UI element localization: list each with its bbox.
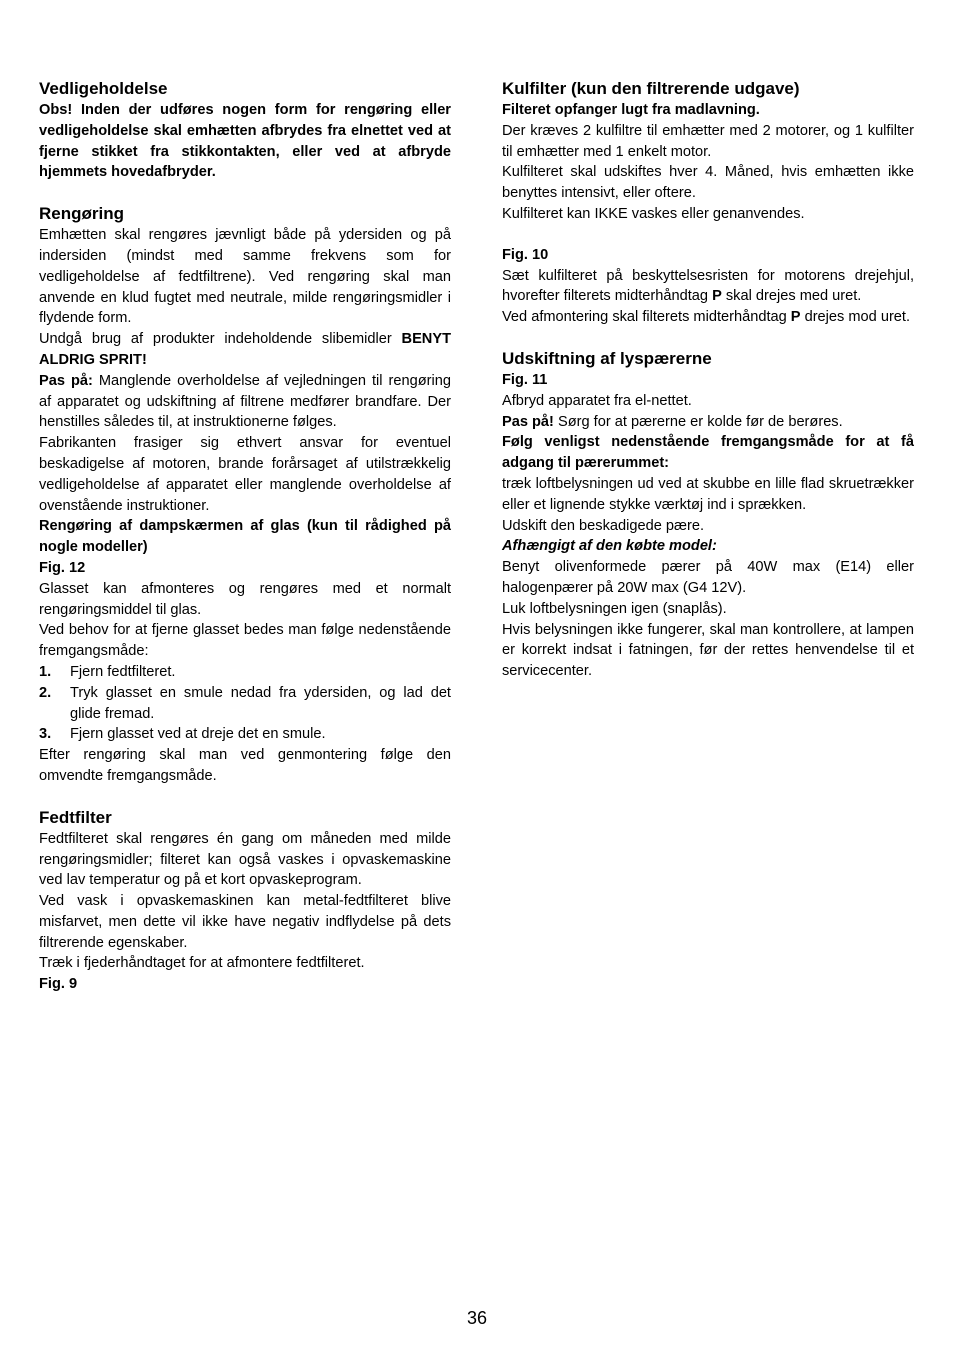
bulb-caution-paragraph [502,412,914,433]
no-alcohol-warning: BENYT ALDRIG SPRIT! [39,331,451,368]
grease-filter-paragraph-1: Fedtfilteret skal rengøres én gang om måneden med milde rengøringsmidler; filteret kan også vaskes i opvaskemaskine ved lav temperatur og på et kort opvaskeprogram. [39,830,451,889]
grease-filter-paragraph-2: Ved vask i opvaskemaskinen kan metal-fedtfilteret blive misfarvet, men dette vil ikke have negativ indflydelse på dets filtrerende egenskaber. [39,893,451,951]
step-text: Fjern fedtfilteret. [70,663,176,680]
removal-text-end: drejes mod uret. [800,309,911,326]
maintenance-warning: Obs! Inden der udføres nogen form for rengøring eller vedligeholdelse skal emhætten afbrydes fra elnettet ved at fjerne stikket fra stikkontakten, eller ved at afbryde hjemmets hovedafbryder. [39,102,451,181]
removal-text: Ved afmontering skal filterets midterhåndtag [502,309,791,326]
caution-label: Pas på: [39,372,93,389]
right-column [502,78,914,682]
step-item [39,724,451,745]
charcoal-paragraph-1: Der kræves 2 kulfiltre til emhætter med 2 motorer, og 1 kulfilter til emhætter med 1 enkelt motor. [502,122,914,160]
model-dependent-label: Afhængigt af den købte model: [502,538,717,555]
glass-removal-steps [39,662,451,745]
left-column [39,78,451,995]
grease-filter-paragraph-3: Træk i fjederhåndtaget for at afmontere fedtfilteret. [39,955,365,972]
step-number: 2. [39,684,52,701]
page-number: 36 [466,1308,488,1328]
vedligeholdelse-heading: Vedligeholdelse [39,79,168,98]
install-text-end: skal drejes med uret. [721,288,862,305]
cleaning-caution-paragraph [39,371,451,433]
rengoring-heading: Rengøring [39,204,124,224]
install-text: Sæt kulfilteret på beskyttelsesristen for motorens drejehjul, hvorefter filterets midterhåndtag [502,267,914,305]
charcoal-install-paragraph [502,266,914,308]
step-item [39,683,451,725]
glass-screen-heading: Rengøring af dampskærmen af glas (kun til rådighed på nogle modeller) [39,518,451,556]
bulb-paragraph-7: Benyt olivenformede pærer på 40W max (E14) eller halogenpærer på 20W max (G4 12V). [502,559,914,596]
fig-9-label: Fig. 9 [39,976,78,993]
fedtfilter-heading: Fedtfilter [39,807,112,827]
charcoal-removal-paragraph [502,307,914,328]
glass-paragraph-2: Ved behov for at fjerne glasset bedes man følge nedenstående fremgangsmåde: [39,622,451,660]
fig-11-label: Fig. 11 [502,371,548,388]
kulfilter-subheading: Filteret opfanger lugt fra madlavning. [502,102,760,118]
bulb-paragraph-1: Afbryd apparatet fra el-nettet. [502,392,692,409]
bulb-procedure-heading: Følg venligst nedenstående fremgangsmåde for at få adgang til pærerummet: [502,434,914,472]
reassembly-paragraph: Efter rengøring skal man ved genmontering følge den omvendte fremgangsmåde. [39,747,451,784]
cleaning-abrasives-text: Undgå brug af produkter indeholdende slibemidler [39,331,402,348]
charcoal-paragraph-3: Kulfilteret kan IKKE vaskes eller genanvendes. [502,205,805,222]
fig-12-label: Fig. 12 [39,559,86,576]
step-number: 3. [39,726,52,743]
handle-p-label: P [712,288,722,305]
charcoal-paragraph-2: Kulfilteret skal udskiftes hver 4. Måned, hvis emhætten ikke benyttes intensivt, eller oftere. [502,164,914,202]
bulb-paragraph-9: Hvis belysningen ikke fungerer, skal man kontrollere, at lampen er korrekt indsat i fatningen, før der rettes henvendelse til et servicecenter. [502,621,914,680]
bulb-caution-text: Sørg for at pærerne er kolde før de berøres. [553,413,843,430]
liability-paragraph: Fabrikanten frasiger sig ethvert ansvar for eventuel beskadigelse af motoren, brande forårsaget af utilstrækkelig vedligeholdelse af apparatet eller manglende overholdelse af ovenstående instruktioner. [39,435,451,514]
kulfilter-heading: Kulfilter (kun den filtrerende udgave) [502,79,800,98]
bulb-paragraph-4: træk loftbelysningen ud ved at skubbe en lille flad skruetrækker eller et lignende stykke værktøj ind i sprækken. [502,475,914,513]
step-text: Fjern glasset ved at dreje det en smule. [70,726,326,743]
bulb-caution-label: Pas på! [502,413,554,430]
cleaning-paragraph-2 [39,329,451,371]
step-number: 1. [39,663,52,680]
fig-10-label: Fig. 10 [502,246,549,263]
cleaning-paragraph-1: Emhætten skal rengøres jævnligt både på ydersiden og på indersiden (mindst med samme frekvens som for vedligeholdelse af fedtfiltrene). Ved rengøring skal man anvende en klud fugtet med neutrale, milde rengøringsmidler i flydende form. [39,227,451,327]
step-text: Tryk glasset en smule nedad fra ydersiden, og lad det glide fremad. [70,684,451,722]
glass-paragraph-1: Glasset kan afmonteres og rengøres med et normalt rengøringsmiddel til glas. [39,580,451,618]
step-item [39,662,451,683]
lyspaerer-heading: Udskiftning af lyspærerne [502,348,712,368]
bulb-paragraph-8: Luk loftbelysningen igen (snaplås). [502,600,727,617]
handle-p-label: P [790,309,801,326]
bulb-paragraph-5: Udskift den beskadigede pære. [502,517,705,534]
caution-text: Manglende overholdelse af vejledningen til rengøring af apparatet og udskiftning af filtrene medfører brandfare. Der henstilles således til, at instruktionerne følges. [39,372,451,431]
